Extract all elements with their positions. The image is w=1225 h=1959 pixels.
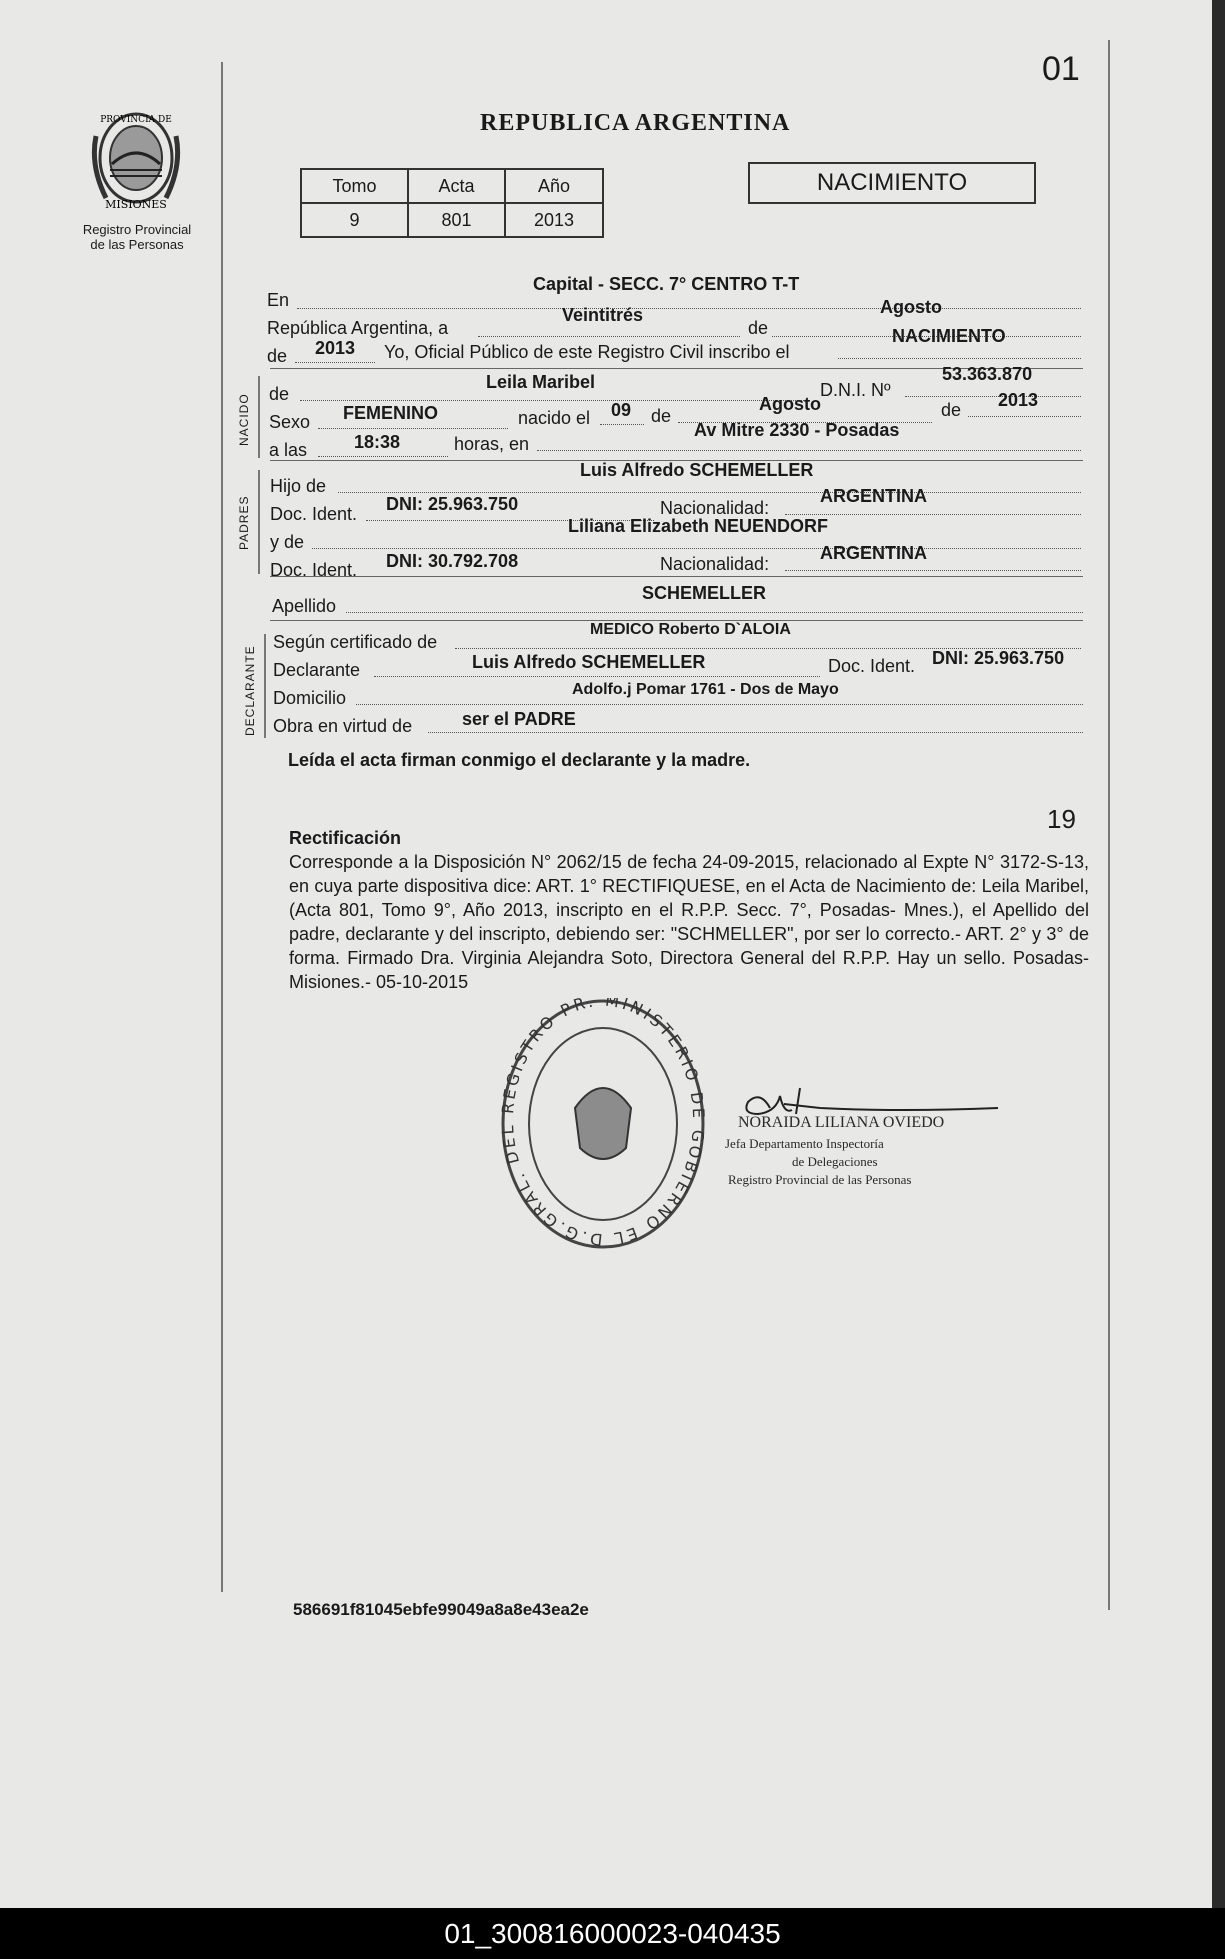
father-doc-label: Doc. Ident. bbox=[270, 504, 358, 524]
stamp-ring-textpath: D.G.GRAL. DE REGISTRO PR. MINISTERIO D GOBIERNO EL bbox=[500, 998, 706, 1250]
a-las-label: a las bbox=[269, 440, 308, 460]
logo-seal-text-top: PROVINCIA DE bbox=[100, 115, 172, 125]
declarante-section-label: DECLARANTE bbox=[243, 645, 257, 736]
apellido-line bbox=[346, 612, 1083, 613]
anio-header: Año bbox=[505, 169, 603, 203]
birth-month-value: Agosto bbox=[759, 394, 821, 414]
rectificacion-title: Rectificación bbox=[289, 828, 402, 848]
signature-name: NORAIDA LILIANA OVIEDO bbox=[738, 1114, 945, 1131]
logo-caption bbox=[72, 222, 202, 252]
domicilio-label: Domicilio bbox=[273, 688, 347, 708]
padres-bracket bbox=[258, 470, 260, 574]
father-nationality-label: Nacionalidad: bbox=[660, 498, 770, 518]
month-value: Agosto bbox=[880, 297, 942, 317]
declarante-line bbox=[374, 676, 820, 677]
birth-time-line bbox=[318, 456, 448, 457]
birth-day-line bbox=[600, 424, 644, 425]
nacido-bracket bbox=[258, 376, 260, 458]
footer-id: 01_300816000023-040435 bbox=[0, 1908, 1225, 1959]
left-margin-line bbox=[221, 62, 223, 1592]
rectificacion-number: 19 bbox=[1047, 804, 1076, 834]
father-nationality-value: ARGENTINA bbox=[820, 486, 927, 506]
name-value: Leila Maribel bbox=[486, 372, 596, 392]
record-table-header-row bbox=[301, 169, 603, 203]
day-value: Veintitrés bbox=[562, 305, 644, 325]
logo-caption-line1: Registro Provincial bbox=[82, 222, 192, 237]
father-nationality-line bbox=[785, 514, 1081, 515]
nacido-el-label: nacido el bbox=[518, 408, 591, 428]
birth-year-value: 2013 bbox=[998, 390, 1039, 410]
declarante-doc-value: DNI: 25.963.750 bbox=[932, 648, 1065, 668]
domicilio-line bbox=[356, 704, 1083, 705]
page-number: 01 bbox=[1042, 50, 1080, 88]
mother-doc-value: DNI: 30.792.708 bbox=[386, 551, 519, 571]
signature-title-3: Registro Provincial de las Personas bbox=[728, 1172, 912, 1187]
y-de-label: y de bbox=[270, 532, 305, 552]
de-label: de bbox=[748, 318, 769, 338]
sexo-line bbox=[318, 428, 508, 429]
event-value: NACIMIENTO bbox=[892, 326, 1006, 346]
record-table-value-row bbox=[301, 203, 603, 237]
dni-line bbox=[905, 396, 1081, 397]
apellido-label: Apellido bbox=[272, 596, 337, 616]
domicilio-value: Adolfo.j Pomar 1761 - Dos de Mayo bbox=[572, 681, 839, 698]
place-value: Capital - SECC. 7° CENTRO T-T bbox=[533, 274, 800, 294]
tomo-value: 9 bbox=[301, 203, 408, 237]
intro-en-row bbox=[267, 290, 289, 318]
rectificacion-body: Corresponde a la Disposición N° 2062/15 de fecha 24-09-2015, relacionado al Expte N° 3172-S-13, en cuya parte dispositiva dice: ART. 1° RECTIFIQUESE, en el Acta de Nacimiento de: Leila Maribel, (Acta 801, Tomo 9°, Año 2013, inscripto en el R.P.P. Secc. 7°, Posadas- Mnes.), el Apellido del padre, declarante y del inscripto, debiendo ser: "SCHMELLER", por ser lo correcto.- ART. 2° y 3° de forma. Firmado Dra. Virginia Alejandra Soto, Directora General del R.P.P. Hay un sello. Posadas- Misiones.- 05-10-2015 bbox=[289, 852, 1089, 992]
mother-nationality-line bbox=[785, 570, 1081, 571]
nacido-section-label: NACIDO bbox=[237, 393, 251, 446]
father-doc-value: DNI: 25.963.750 bbox=[386, 494, 519, 514]
intro-year-row bbox=[267, 346, 287, 374]
dni-value: 53.363.870 bbox=[942, 364, 1033, 384]
day-line bbox=[478, 336, 740, 337]
year-line bbox=[295, 362, 375, 363]
declarante-doc-label: Doc. Ident. bbox=[828, 656, 916, 676]
name-line bbox=[300, 400, 810, 401]
obra-label: Obra en virtud de bbox=[273, 716, 413, 736]
declarante-label: Declarante bbox=[273, 660, 361, 680]
birth-year-line bbox=[968, 416, 1081, 417]
certificado-value: MEDICO Roberto D`ALOIA bbox=[590, 621, 791, 638]
record-table bbox=[300, 168, 604, 238]
nacido-de-label: de bbox=[269, 384, 290, 404]
acta-value: 801 bbox=[408, 203, 505, 237]
signature-title-2: de Delegaciones bbox=[792, 1154, 878, 1169]
hash-code: 586691f81045ebfe99049a8a8e43ea2e bbox=[293, 1600, 589, 1619]
padres-section-label: PADRES bbox=[237, 495, 251, 550]
father-name-value: Luis Alfredo SCHEMELLER bbox=[580, 460, 814, 480]
apellido-value: SCHEMELLER bbox=[642, 583, 767, 603]
year-prefix: de bbox=[267, 346, 288, 366]
acta-header: Acta bbox=[408, 169, 505, 203]
sexo-value: FEMENINO bbox=[343, 403, 439, 423]
certificado-label: Según certificado de bbox=[273, 632, 438, 652]
declarante-bracket bbox=[264, 634, 266, 738]
record-type-box: NACIMIENTO bbox=[748, 162, 1036, 204]
signature-title-1: Jefa Departamento Inspectoría bbox=[725, 1136, 884, 1151]
country-title: REPUBLICA ARGENTINA bbox=[480, 110, 791, 136]
mother-doc-label: Doc. Ident. bbox=[270, 560, 358, 580]
place-line bbox=[297, 308, 1081, 309]
closing-text: Leída el acta firman conmigo el declarante y la madre. bbox=[288, 750, 751, 770]
mother-nationality-value: ARGENTINA bbox=[820, 543, 927, 563]
scan-edge bbox=[1212, 0, 1225, 1908]
right-margin-line bbox=[1108, 40, 1110, 1610]
birth-time-value: 18:38 bbox=[354, 432, 401, 452]
birth-de-label-2: de bbox=[941, 400, 962, 420]
birth-place-value: Av Mitre 2330 - Posadas bbox=[694, 420, 900, 440]
official-stamp bbox=[500, 998, 706, 1250]
mother-nationality-label: Nacionalidad: bbox=[660, 554, 770, 574]
birth-day-value: 09 bbox=[611, 400, 632, 420]
padres-separator bbox=[270, 576, 1083, 577]
year-value: 2013 bbox=[315, 338, 356, 358]
obra-value: ser el PADRE bbox=[462, 709, 576, 729]
declarante-value: Luis Alfredo SCHEMELLER bbox=[472, 652, 706, 672]
obra-line bbox=[428, 732, 1083, 733]
officer-text: Yo, Oficial Público de este Registro Civil inscribo el bbox=[384, 342, 790, 362]
logo-seal-text-bottom: MISIONES bbox=[105, 198, 167, 211]
dni-label: D.N.I. Nº bbox=[820, 380, 891, 400]
sexo-label: Sexo bbox=[269, 412, 311, 432]
tomo-header: Tomo bbox=[301, 169, 408, 203]
event-line bbox=[838, 358, 1081, 359]
hijo-de-label: Hijo de bbox=[270, 476, 327, 496]
father-name-line bbox=[338, 492, 1081, 493]
birth-de-label: de bbox=[651, 406, 672, 426]
en-label: En bbox=[267, 290, 290, 310]
province-seal-logo bbox=[88, 106, 184, 216]
logo-caption-line2: de las Personas bbox=[90, 237, 184, 252]
mother-name-value: Liliana Elizabeth NEUENDORF bbox=[568, 516, 829, 536]
anio-value: 2013 bbox=[505, 203, 603, 237]
mother-name-line bbox=[312, 548, 1081, 549]
birth-place-line bbox=[537, 450, 1081, 451]
horas-en-label: horas, en bbox=[454, 434, 530, 454]
republic-label: República Argentina, a bbox=[267, 318, 449, 338]
